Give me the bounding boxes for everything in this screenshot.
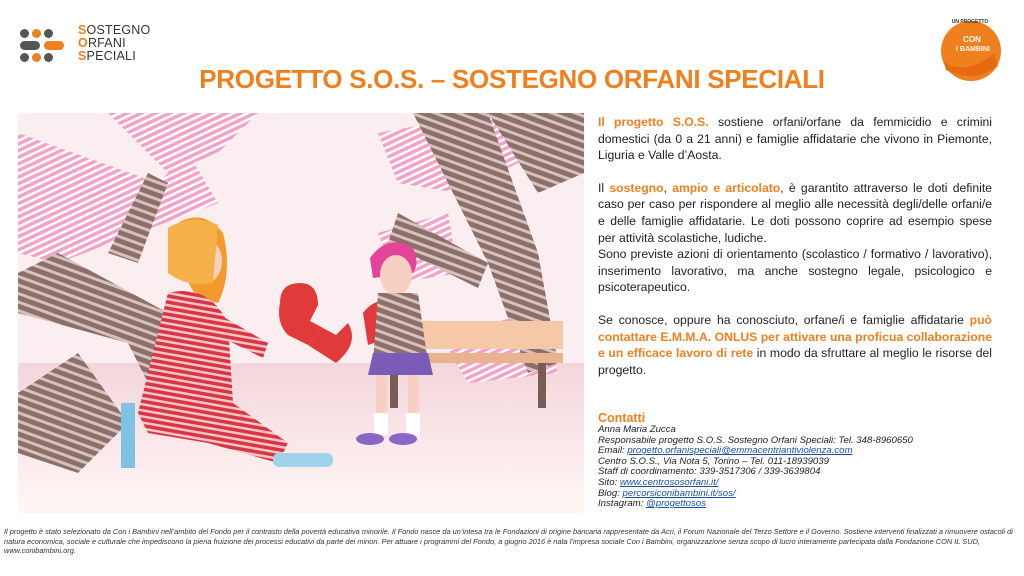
footer-note: Il progetto è stato selezionato da Con i Bambini nell’ambito del Fondo per il contrasto della povertà educativa minorile. Il Fondo nasce da un’intesa tra le Fondazioni di origine bancaria rappresentate da Acri, il Forum Nazionale del Terzo Settore e il Governo. Sostiene interventi finalizzati a rimuovere ostacoli di natura economica, sociale e culturale che impediscono la piena fruizione dei processi educativi da parte dei minori. Per attuare i programmi del Fondo, a giugno 2016 è nata l’impresa sociale Con i Bambini, organizzazione senza scopo di lucro interamente partecipata dalla Fondazione CON IL SUD, www.conibambini.org. <box>4 527 1013 556</box>
contact-centro: Centro S.O.S., Via Nota 5, Torino – Tel. 011-18939039 <box>598 455 829 467</box>
blog-link[interactable]: percorsiconibambini.it/sos/ <box>622 487 736 499</box>
paragraph-intro-text: sostiene orfani/orfane da femmicidio e crimini domestici (da 0 a 21 anni) e famiglie affidatarie che vivono in Piemonte, Liguria e Valle d’Aosta. <box>598 115 993 163</box>
dots-logo-icon <box>18 26 74 62</box>
illustration-woman-child-heart <box>18 113 584 513</box>
contact-role: Responsabile progetto S.O.S. Sostegno Orfani Speciali: Tel. 348-8960650 <box>598 434 913 446</box>
sos-logo <box>18 24 158 64</box>
instagram-link[interactable]: @progettosos <box>646 498 706 510</box>
paragraph-support <box>598 180 992 246</box>
paragraph-intro <box>598 114 992 164</box>
brand-name: SOSTEGNO ORFANI SPECIALI <box>78 23 151 63</box>
site-label: Sito: <box>598 476 620 488</box>
site-link[interactable]: www.centrososorfani.it/ <box>619 476 719 488</box>
contacts-heading: Contatti <box>598 411 646 425</box>
contact-instagram-row <box>598 499 1008 510</box>
email-label: Email: <box>598 445 628 457</box>
paragraph-support-t3: , è garantito attraverso le doti definite caso per caso per rispondere al meglio alle necessità degli/delle orfani/e e delle famiglie affidatarie. Le doti possono coprire ad esempio spese per attività scolastiche, ludiche. <box>598 180 992 245</box>
highlight-ampio: ampio e articolato <box>672 180 781 195</box>
email-link[interactable]: progetto.orfanispeciali@emmacentriantiviolenza.com <box>627 445 853 457</box>
paragraph-support-t2: , <box>663 180 673 195</box>
highlight-progetto: Il progetto S.O.S. <box>598 115 709 129</box>
partner-label-line1: CON <box>963 35 981 44</box>
paragraph-contact-t1: Se conosce, oppure ha conosciuto, orfane/i e famiglie affidatarie <box>598 312 970 327</box>
description-text <box>598 114 992 378</box>
brand-line3: PECIALI <box>86 49 136 63</box>
brand-line2: RFANI <box>87 36 126 50</box>
contact-name: Anna Maria Zucca <box>598 424 676 435</box>
blog-label: Blog: <box>598 487 623 499</box>
partner-top-text: UN PROGETTO <box>951 19 989 25</box>
instagram-label: Instagram: <box>598 498 646 510</box>
partner-label-line2: I BAMBINI <box>956 46 990 53</box>
paragraph-contact <box>598 312 992 378</box>
brand-line1: OSTEGNO <box>86 23 151 37</box>
paragraph-support-t1: Il <box>598 180 610 195</box>
paragraph-actions: Sono previste azioni di orientamento (scolastico / formativo / lavorativo), inserimento lavorativo, ma anche sostegno legale, psicologico e psicoterapeutico. <box>598 247 992 295</box>
contact-staff: Staff di coordinamento: 339-3517306 / 339-3639804 <box>598 466 821 478</box>
highlight-emma: può contattare E.M.M.A. ONLUS per attivare una proficua collaborazione e un efficace lavoro di rete <box>598 312 992 361</box>
paragraph-contact-t2: in modo da sfruttare al meglio le risorse del progetto. <box>598 346 992 377</box>
highlight-sostegno: sostegno <box>609 180 664 195</box>
page-title: PROGETTO S.O.S. – SOSTEGNO ORFANI SPECIALI <box>199 64 825 94</box>
contacts-block <box>598 411 1008 510</box>
